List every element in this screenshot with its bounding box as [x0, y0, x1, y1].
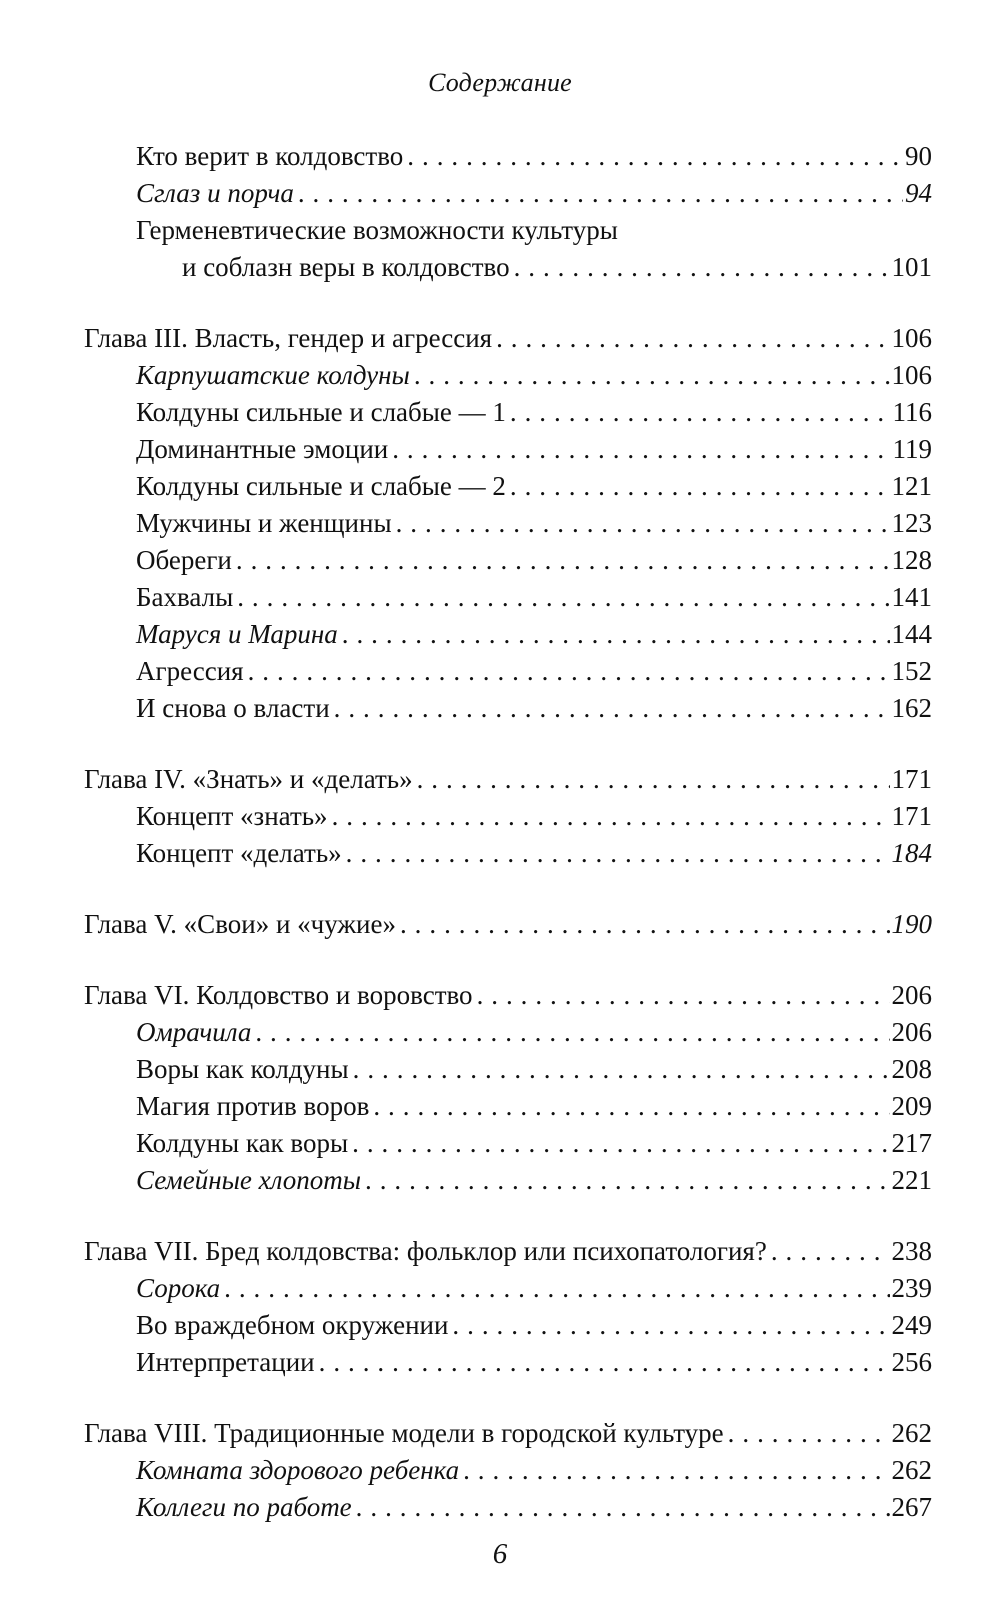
toc-section-entry[interactable]	[84, 357, 932, 394]
toc-chapter-entry[interactable]	[84, 906, 932, 943]
dot-leader	[771, 1233, 890, 1270]
toc-entry-title: Обереги	[136, 545, 232, 575]
dot-leader	[396, 505, 890, 542]
page-number: 6	[492, 1538, 508, 1570]
toc-entry-page: 101	[891, 252, 932, 282]
toc-entry-page: 144	[891, 619, 932, 649]
toc-section-entry[interactable]	[84, 1270, 932, 1307]
toc-entry-title: Глава III. Власть, гендер и агрессия	[84, 323, 493, 353]
toc-chapter-entry[interactable]	[84, 1415, 932, 1452]
toc-entry-title: Глава VII. Бред колдовства: фольклор или психопатология?	[84, 1236, 767, 1266]
toc-entry-title: Кто верит в колдовство	[136, 141, 404, 171]
toc-entry-page: 184	[891, 838, 932, 868]
dot-leader	[373, 1088, 889, 1125]
toc-entry-page: 152	[891, 656, 932, 686]
toc-section-entry[interactable]	[84, 653, 932, 690]
toc-section-entry[interactable]	[84, 394, 932, 431]
toc-entry-title: Сглаз и порча	[136, 178, 294, 208]
toc-entry-page: 267	[891, 1492, 932, 1522]
toc-chapter-entry[interactable]	[84, 1233, 932, 1270]
toc-section-entry[interactable]	[84, 249, 932, 286]
toc-entry-title: Сорока	[136, 1273, 221, 1303]
dot-leader	[452, 1307, 889, 1344]
toc-chapter-entry[interactable]	[84, 320, 932, 357]
toc-entry-title: Колдуны сильные и слабые — 1	[136, 397, 506, 427]
toc-entry-title: Концепт «знать»	[136, 801, 328, 831]
dot-leader	[332, 798, 890, 835]
toc-entry-title: Комната здорового ребенка	[136, 1455, 460, 1485]
toc-entry-page: 90	[905, 141, 932, 171]
toc-section-entry[interactable]	[84, 1014, 932, 1051]
toc-chapter-entry[interactable]	[84, 977, 932, 1014]
dot-leader	[400, 906, 890, 943]
toc-entry-page: 116	[892, 397, 932, 427]
toc-entry-page: 249	[891, 1310, 932, 1340]
dot-leader	[248, 653, 890, 690]
toc-entry-page: 262	[891, 1455, 932, 1485]
toc-section-entry[interactable]	[84, 212, 932, 249]
dot-leader	[463, 1452, 889, 1489]
toc-entry-page: 217	[891, 1128, 932, 1158]
dot-leader	[353, 1051, 890, 1088]
toc-entry-page: 190	[891, 909, 932, 939]
dot-leader	[417, 761, 890, 798]
toc-entry-title: Глава VI. Колдовство и воровство	[84, 980, 473, 1010]
toc-section-entry[interactable]	[84, 1162, 932, 1199]
table-of-contents	[84, 138, 932, 1526]
dot-leader	[236, 542, 890, 579]
toc-entry-title: Маруся и Марина	[136, 619, 338, 649]
toc-section-entry[interactable]	[84, 1125, 932, 1162]
toc-entry-title: Глава IV. «Знать» и «делать»	[84, 764, 413, 794]
dot-leader	[510, 394, 891, 431]
dot-leader	[298, 175, 903, 212]
toc-entry-page: 206	[891, 1017, 932, 1047]
dot-leader	[319, 1344, 890, 1381]
dot-leader	[728, 1415, 890, 1452]
toc-section-entry[interactable]	[84, 542, 932, 579]
toc-entry-title: Агрессия	[136, 656, 244, 686]
toc-entry-page: 238	[891, 1236, 932, 1266]
toc-section-entry[interactable]	[84, 1344, 932, 1381]
toc-entry-page: 206	[891, 980, 932, 1010]
toc-entry-page: 94	[905, 178, 932, 208]
dot-leader	[356, 1489, 890, 1526]
running-head: Содержание	[428, 68, 572, 97]
toc-entry-title: Интерпретации	[136, 1347, 315, 1377]
toc-entry-title: Мужчины и женщины	[136, 508, 392, 538]
toc-entry-title: Во враждебном окружении	[136, 1310, 449, 1340]
toc-section-entry[interactable]	[84, 798, 932, 835]
toc-entry-page: 171	[891, 764, 932, 794]
dot-leader	[224, 1270, 889, 1307]
toc-section-entry[interactable]	[84, 138, 932, 175]
toc-section-entry[interactable]	[84, 616, 932, 653]
toc-section-entry[interactable]	[84, 505, 932, 542]
toc-entry-title: и соблазн веры в колдовство	[182, 252, 510, 282]
dot-leader	[365, 1162, 889, 1199]
toc-entry-title: Магия против воров	[136, 1091, 370, 1121]
toc-entry-title: Колдуны как воры	[136, 1128, 349, 1158]
toc-section-entry[interactable]	[84, 1088, 932, 1125]
toc-entry-title: Карпушатские колдуны	[136, 360, 410, 390]
toc-entry-title: Концепт «делать»	[136, 838, 342, 868]
toc-entry-page: 121	[891, 471, 932, 501]
toc-entry-page: 106	[891, 323, 932, 353]
dot-leader	[352, 1125, 889, 1162]
toc-section-entry[interactable]	[84, 1051, 932, 1088]
dot-leader	[392, 431, 890, 468]
toc-entry-page: 221	[891, 1165, 932, 1195]
dot-leader	[255, 1014, 889, 1051]
toc-entry-page: 256	[891, 1347, 932, 1377]
toc-chapter-entry[interactable]	[84, 761, 932, 798]
toc-entry-page: 171	[891, 801, 932, 831]
dot-leader	[510, 468, 890, 505]
toc-entry-title: И снова о власти	[136, 693, 330, 723]
toc-entry-title: Глава VIII. Традиционные модели в городской культуре	[84, 1418, 724, 1448]
toc-section-entry[interactable]	[84, 468, 932, 505]
toc-section-entry[interactable]	[84, 1452, 932, 1489]
toc-entry-title: Колдуны сильные и слабые — 2	[136, 471, 506, 501]
toc-entry-page: 128	[891, 545, 932, 575]
toc-entry-page: 208	[891, 1054, 932, 1084]
dot-leader	[496, 320, 889, 357]
dot-leader	[346, 835, 890, 872]
toc-entry-title: Семейные хлопоты	[136, 1165, 362, 1195]
toc-entry-title: Воры как колдуны	[136, 1054, 349, 1084]
toc-entry-page: 162	[891, 693, 932, 723]
toc-entry-page: 123	[891, 508, 932, 538]
toc-entry-title: Бахвалы	[136, 582, 234, 612]
dot-leader	[414, 357, 890, 394]
toc-section-entry[interactable]	[84, 579, 932, 616]
toc-section-entry[interactable]	[84, 1307, 932, 1344]
toc-section-entry[interactable]	[84, 690, 932, 727]
dot-leader	[514, 249, 890, 286]
toc-entry-page: 209	[891, 1091, 932, 1121]
toc-section-entry[interactable]	[84, 1489, 932, 1526]
toc-entry-page: 119	[892, 434, 932, 464]
dot-leader	[477, 977, 890, 1014]
toc-entry-page: 106	[891, 360, 932, 390]
toc-entry-title: Доминантные эмоции	[136, 434, 389, 464]
toc-entry-title: Герменевтические возможности культуры	[136, 215, 618, 245]
toc-entry-page: 141	[891, 582, 932, 612]
toc-entry-title: Омрачила	[136, 1017, 252, 1047]
dot-leader	[342, 616, 890, 653]
toc-entry-title: Коллеги по работе	[136, 1492, 352, 1522]
dot-leader	[334, 690, 890, 727]
toc-entry-page: 262	[891, 1418, 932, 1448]
toc-section-entry[interactable]	[84, 431, 932, 468]
toc-section-entry[interactable]	[84, 175, 932, 212]
toc-entry-title: Глава V. «Свои» и «чужие»	[84, 909, 396, 939]
dot-leader	[407, 138, 903, 175]
toc-section-entry[interactable]	[84, 835, 932, 872]
dot-leader	[237, 579, 889, 616]
toc-entry-page: 239	[891, 1273, 932, 1303]
